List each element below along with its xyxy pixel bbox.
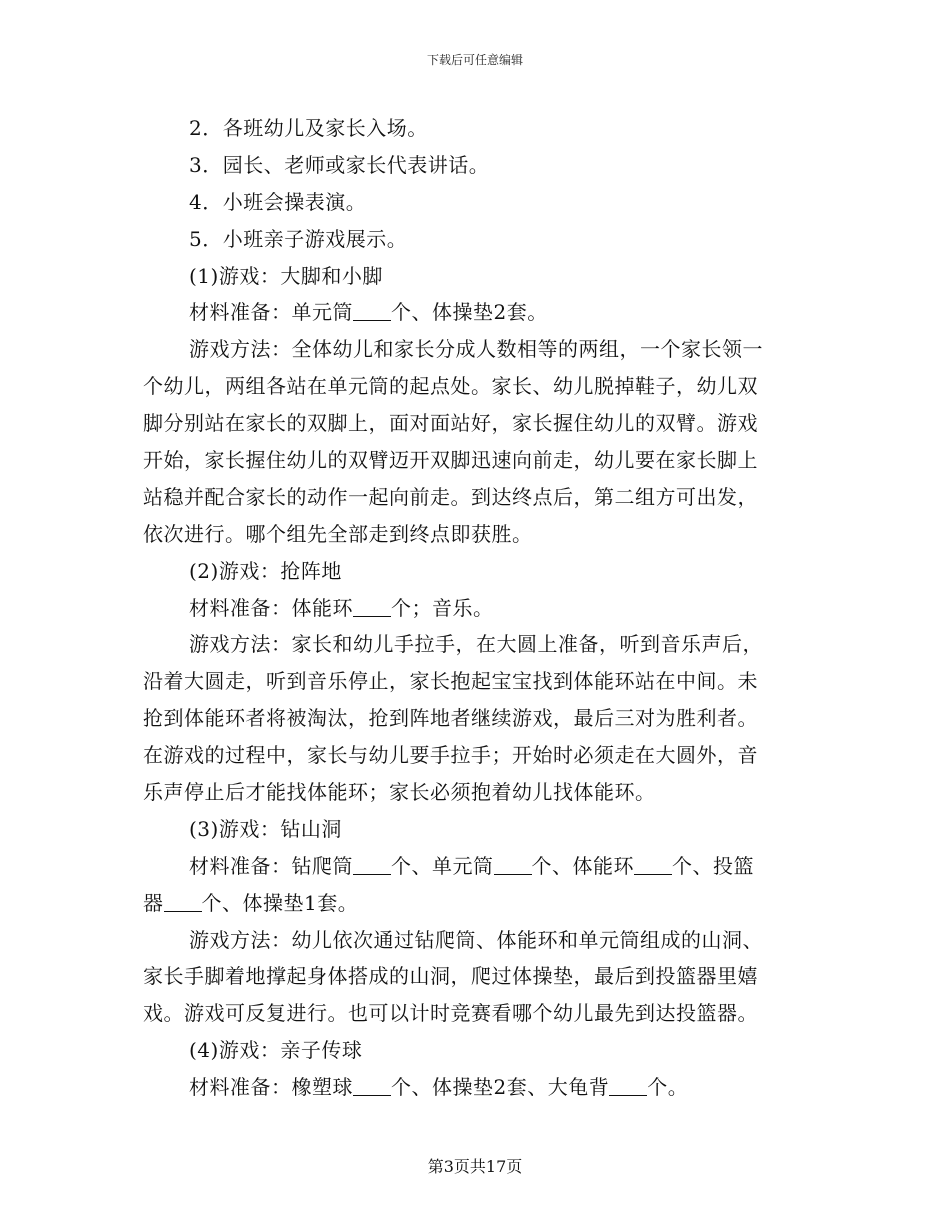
text-line: [143, 663, 797, 700]
text-line: [143, 258, 797, 295]
text-segment: 抢到体能环者将被淘汰，抢到阵地者继续游戏，最后三对为胜利者。: [143, 706, 758, 731]
page-footer: 第3页共17页: [427, 1157, 523, 1176]
text-segment: 开始，家长握住幼儿的双臂迈开双脚迅速向前走，幼儿要在家长脚上: [143, 448, 758, 473]
fill-blank: [164, 893, 202, 912]
text-segment: (2)游戏：抢阵地: [189, 558, 342, 583]
text-line: [143, 626, 797, 663]
text-line: [143, 1032, 797, 1069]
text-line: [143, 294, 797, 331]
text-line: [143, 885, 797, 922]
text-line: [143, 479, 797, 516]
text-segment: 3．园长、老师或家长代表讲话。: [189, 152, 490, 177]
text-segment: 个、体操垫1套。: [201, 890, 359, 915]
text-segment: 器: [143, 890, 164, 915]
text-segment: 个、单元筒: [391, 853, 494, 878]
text-segment: 个、投篮: [672, 853, 754, 878]
text-line: [143, 405, 797, 442]
text-segment: 游戏方法：幼儿依次通过钻爬筒、体能环和单元筒组成的山洞、: [189, 927, 763, 952]
text-segment: 5．小班亲子游戏展示。: [189, 226, 408, 251]
text-segment: 戏。游戏可反复进行。也可以计时竞赛看哪个幼儿最先到达投篮器。: [143, 1001, 758, 1026]
text-segment: 沿着大圆走，听到音乐停止，家长抱起宝宝找到体能环站在中间。未: [143, 669, 758, 694]
text-line: [143, 1069, 797, 1106]
text-line: [143, 331, 797, 368]
text-segment: 个；音乐。: [391, 595, 494, 620]
fill-blank: [609, 1077, 647, 1096]
text-line: [143, 221, 797, 258]
text-line: [143, 590, 797, 627]
text-line: [143, 147, 797, 184]
text-line: [143, 848, 797, 885]
text-line: [143, 368, 797, 405]
text-line: [143, 774, 797, 811]
text-line: [143, 737, 797, 774]
text-segment: 依次进行。哪个组先全部走到终点即获胜。: [143, 521, 533, 546]
text-line: [143, 922, 797, 959]
text-segment: (1)游戏：大脚和小脚: [189, 263, 383, 288]
text-line: [143, 811, 797, 848]
text-segment: 个、体能环: [531, 853, 634, 878]
text-line: [143, 553, 797, 590]
text-segment: (3)游戏：钻山洞: [189, 816, 342, 841]
text-segment: 家长手脚着地撑起身体搭成的山洞，爬过体操垫，最后到投篮器里嬉: [143, 964, 758, 989]
fill-blank: [353, 302, 391, 321]
text-segment: 在游戏的过程中，家长与幼儿要手拉手；开始时必须走在大圆外，音: [143, 743, 758, 768]
page-header: 下载后可任意编辑: [426, 53, 523, 67]
text-line: [143, 700, 797, 737]
text-line: [143, 110, 797, 147]
text-segment: 个、体操垫2套。: [391, 300, 548, 325]
text-segment: 乐声停止后才能找体能环；家长必须抱着幼儿找体能环。: [143, 780, 656, 805]
document-body: [143, 110, 797, 1106]
text-segment: 个、体操垫2套、大龟背: [391, 1075, 610, 1100]
text-segment: 2．各班幼儿及家长入场。: [189, 116, 428, 140]
text-segment: 脚分别站在家长的双脚上，面对面站好，家长握住幼儿的双臂。游戏: [143, 411, 758, 436]
text-segment: 材料准备：橡塑球: [189, 1075, 353, 1100]
text-segment: 4．小班会操表演。: [189, 189, 367, 214]
text-segment: 材料准备：钻爬筒: [189, 853, 353, 878]
text-segment: 个。: [647, 1075, 689, 1100]
text-line: [143, 442, 797, 479]
text-segment: 材料准备：体能环: [189, 595, 353, 620]
text-line: [143, 516, 797, 553]
fill-blank: [494, 856, 532, 875]
text-segment: 站稳并配合家长的动作一起向前走。到达终点后，第二组方可出发，: [143, 484, 758, 509]
fill-blank: [353, 1077, 391, 1096]
text-segment: (4)游戏：亲子传球: [189, 1038, 363, 1063]
text-line: [143, 184, 797, 221]
text-segment: 材料准备：单元筒: [189, 300, 353, 325]
text-segment: 游戏方法：全体幼儿和家长分成人数相等的两组，一个家长领一: [189, 337, 763, 362]
fill-blank: [634, 856, 672, 875]
fill-blank: [353, 598, 391, 617]
text-segment: 游戏方法：家长和幼儿手拉手，在大圆上准备，听到音乐声后，: [189, 632, 763, 657]
fill-blank: [353, 856, 391, 875]
text-line: [143, 958, 797, 995]
text-segment: 个幼儿，两组各站在单元筒的起点处。家长、幼儿脱掉鞋子，幼儿双: [143, 374, 758, 399]
text-line: [143, 995, 797, 1032]
